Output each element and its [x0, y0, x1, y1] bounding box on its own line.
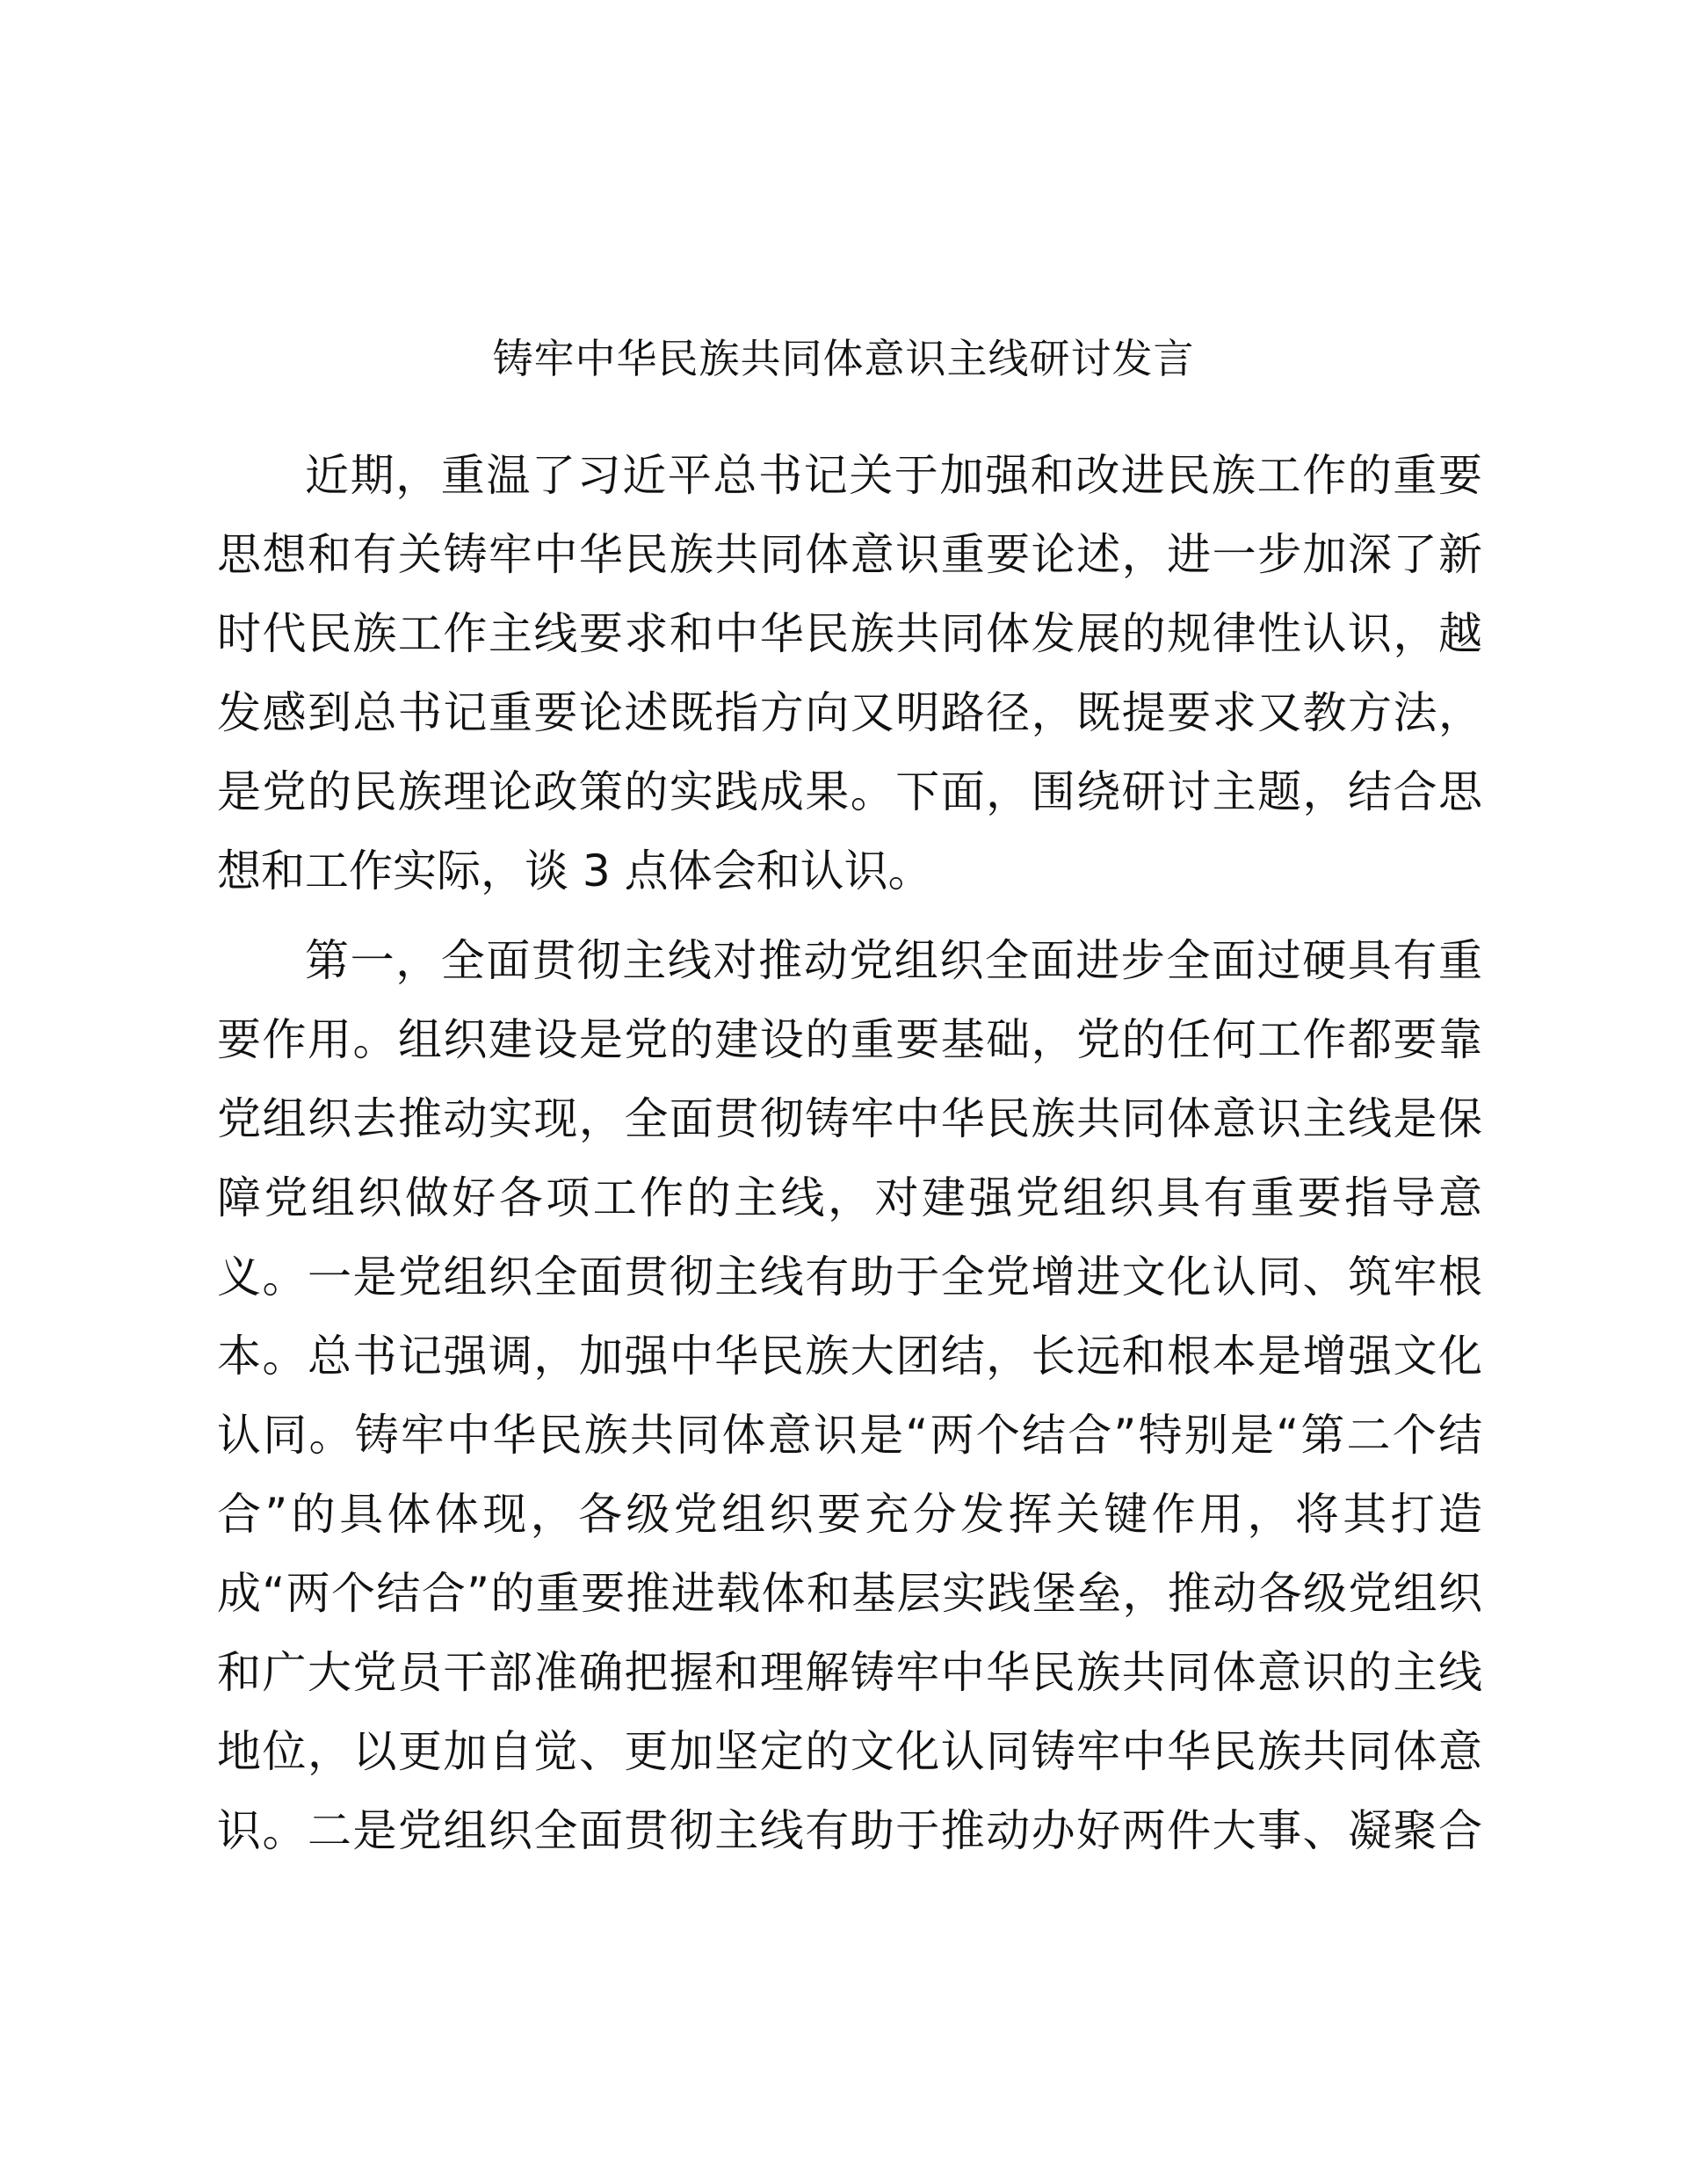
paragraph-intro — [217, 436, 1482, 911]
paragraph-line: 本。总书记强调，加强中华民族大团结，长远和根本是增强文化 — [217, 1331, 1482, 1382]
paragraph-line: 识。二是党组织全面贯彻主线有助于推动办好两件大事、凝聚合 — [217, 1805, 1482, 1856]
paragraph-line: 合”的具体体现，各级党组织要充分发挥关键作用，将其打造 — [217, 1489, 1482, 1540]
paragraph-line: 和广大党员干部准确把握和理解铸牢中华民族共同体意识的主线 — [217, 1647, 1482, 1698]
paragraph-line: 第一，全面贯彻主线对推动党组织全面进步全面过硬具有重 — [305, 935, 1482, 986]
paragraph-line: 思想和有关铸牢中华民族共同体意识重要论述，进一步加深了新 — [217, 529, 1482, 580]
paragraph-first-point — [217, 921, 1482, 1870]
document-title: 铸牢中华民族共同体意识主线研讨发言 — [492, 335, 1195, 382]
paragraph-line: 想和工作实际，谈 3 点体会和认识。 — [217, 845, 932, 896]
paragraph-line: 发感到总书记重要论述既指方向又明路径，既提要求又教方法， — [217, 687, 1482, 738]
paragraph-line: 成“两个结合”的重要推进载体和基层实践堡垒，推动各级党组织 — [217, 1568, 1482, 1619]
paragraph-line: 要作用。组织建设是党的建设的重要基础，党的任何工作都要靠 — [217, 1014, 1482, 1065]
paragraph-line: 认同。铸牢中华民族共同体意识是“两个结合”特别是“第二个结 — [217, 1410, 1482, 1461]
paragraph-line: 地位，以更加自觉、更加坚定的文化认同铸牢中华民族共同体意 — [217, 1726, 1482, 1777]
paragraph-line: 时代民族工作主线要求和中华民族共同体发展的规律性认识，越 — [217, 608, 1482, 659]
paragraph-line: 障党组织做好各项工作的主线，对建强党组织具有重要指导意 — [217, 1172, 1482, 1223]
paragraph-line: 党组织去推动实现，全面贯彻铸牢中华民族共同体意识主线是保 — [217, 1093, 1482, 1144]
paragraph-line: 义。一是党组织全面贯彻主线有助于全党增进文化认同、筑牢根 — [217, 1252, 1482, 1302]
paragraph-line: 近期，重温了习近平总书记关于加强和改进民族工作的重要 — [305, 450, 1482, 501]
paragraph-line: 是党的民族理论政策的实践成果。下面，围绕研讨主题，结合思 — [217, 766, 1482, 817]
